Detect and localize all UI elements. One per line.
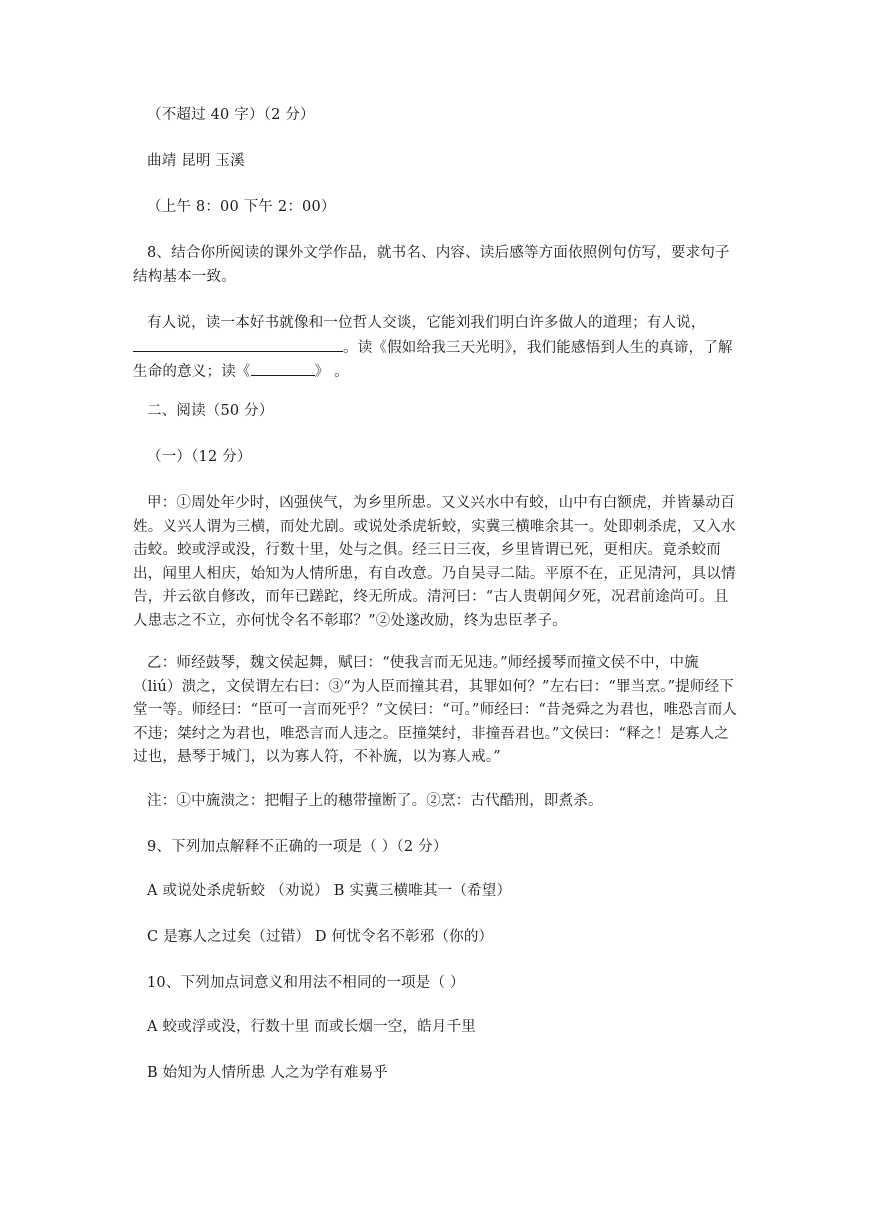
question-10: 10、下列加点词意义和用法不相同的一项是（ ） [147, 975, 465, 991]
city-list-line: 曲靖 昆明 玉溪 [147, 153, 245, 169]
question-8-example-end: 》 。 [314, 364, 349, 380]
passage-yi: 乙：师经鼓琴，魏文侯起舞，赋曰：“使我言而无见违。”师经援琴而撞文侯不中，中旒（liú）溃之，文侯谓左右曰：③“为人臣而撞其君，其罪如何？”左右曰：“罪当烹。”提师经下堂一等。师经曰：“臣可一言而死乎？”文侯曰：“可。”师经曰：“昔尧舜之为君也，唯恐言而人不违；桀纣之为君也，唯恐言而人违之。臣撞桀纣，非撞吾君也。”文侯曰：“释之！是寡人之过也，悬琴于城门，以为寡人符，不补旒，以为寡人戒。” [133, 655, 738, 765]
question-9-options-ab: A 或说处杀虎斩蛟 （劝说） B 实冀三横唯其一（希望） [147, 883, 512, 899]
question-8: 8、结合你所阅读的课外文学作品，就书名、内容、读后感等方面依照例句仿写，要求句子结构基本一致。 [133, 245, 730, 285]
time-line: （上午 8：00 下午 2：00） [147, 199, 336, 215]
annotation-note: 注：①中旒溃之：把帽子上的穗带撞断了。②烹：古代酷刑，即煮杀。 [147, 793, 603, 809]
answer-limit-line: （不超过 40 字）（2 分） [147, 107, 315, 123]
part-1-heading: （一）（12 分） [147, 449, 252, 465]
question-8-example [133, 312, 738, 385]
question-10-option-b: B 始知为人情所患 人之为学有难易乎 [147, 1065, 388, 1081]
question-8-example-middle: 。读《假如给我三天光明》，我们能感悟到人生的真谛，了解生命的意义；读《 [133, 339, 733, 380]
question-9-options-cd: C 是寡人之过矣（过错） D 何忧令名不彰邪（你的） [147, 929, 494, 945]
fill-blank-book-title[interactable] [251, 360, 315, 376]
question-9: 9、下列加点解释不正确的一项是（ ）（2 分） [147, 839, 448, 855]
question-8-example-start: 有人说，读一本好书就像和一位哲人交谈，它能刘我们明白许多做人的道理；有人说， [147, 315, 706, 331]
section-2-heading: 二、阅读（50 分） [147, 403, 274, 419]
question-10-option-a: A 蛟或浮或没，行数十里 而或长烟一空，皓月千里 [147, 1019, 476, 1035]
passage-jia: 甲：①周处年少时，凶强侠气，为乡里所患。又义兴水中有蛟，山中有白额虎，并皆暴动百姓。义兴人谓为三横，而处尤剧。或说处杀虎斩蛟，实冀三横唯余其一。处即刺杀虎，又入水击蛟。蛟或浮或没，行数十里，处与之俱。经三日三夜，乡里皆谓已死，更相庆。竟杀蛟而出，闻里人相庆，始知为人情所患，有自改意。乃自吴寻二陆。平原不在，正见清河，具以情告，并云欲自修改，而年已蹉跎，终无所成。清河曰：“古人贵朝闻夕死，况君前途尚可。且人患志之不立，亦何忧令名不彰耶？”②处遂改励，终为忠臣孝子。 [133, 495, 736, 629]
fill-blank-sentence[interactable] [133, 336, 343, 352]
